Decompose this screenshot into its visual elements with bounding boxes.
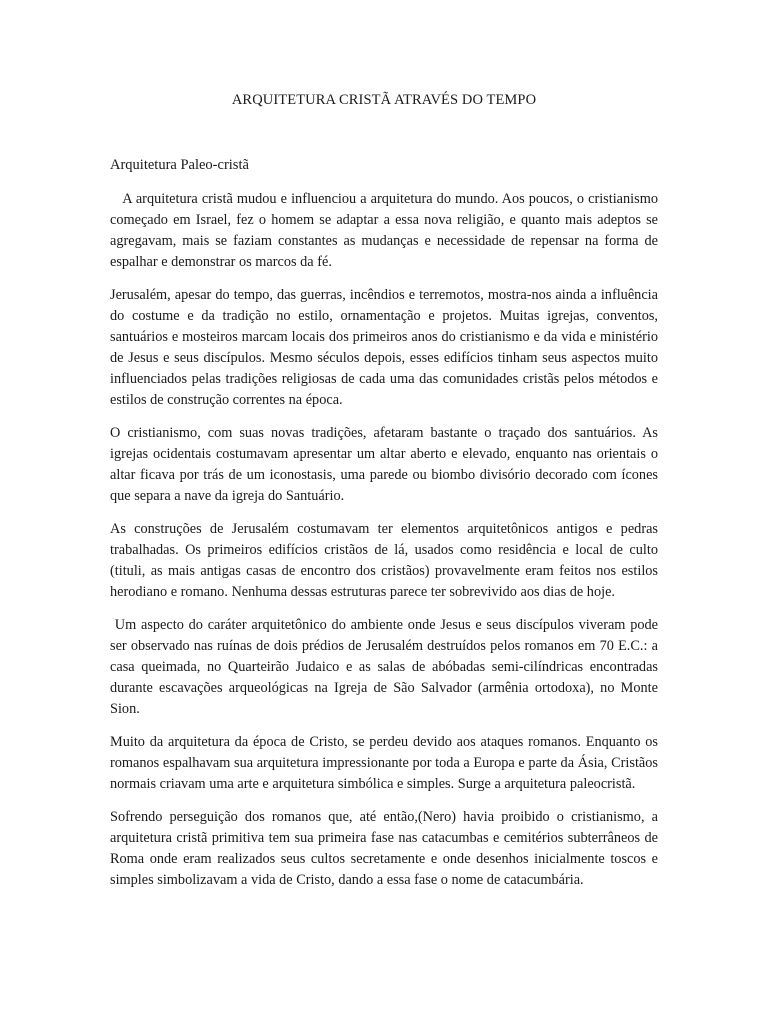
paragraph: Jerusalém, apesar do tempo, das guerras, incêndios e terremotos, mostra-nos ainda a influência do costume e da tradição no estilo, ornamentação e projetos. Muitas igrejas, conventos, santuários e mosteiros marcam locais dos primeiros anos do cristianismo e da vida e ministério de Jesus e seus discípulos. Mesmo séculos depois, esses edifícios tinham seus aspectos muito influenciados pelas tradições religiosas de cada uma das comunidades cristãs pelos métodos e estilos de construção correntes na época. xyxy=(110,287,658,408)
section-heading: Arquitetura Paleo-cristã xyxy=(110,157,249,173)
paragraph: A arquitetura cristã mudou e influenciou a arquitetura do mundo. Aos poucos, o cristianismo começado em Israel, fez o homem se adaptar a essa nova religião, e quanto mais adeptos se agregavam, mais se faziam constantes as mudanças e necessidade de repensar na forma de espalhar e demonstrar os marcos da fé. xyxy=(110,191,658,270)
paragraph: O cristianismo, com suas novas tradições, afetaram bastante o traçado dos santuários. As igrejas ocidentais costumavam apresentar um altar aberto e elevado, enquanto nas orientais o altar ficava por trás de um iconostasis, uma parede ou biombo divisório decorado com ícones que separa a nave da igreja do Santuário. xyxy=(110,425,658,504)
paragraph: Muito da arquitetura da época de Cristo, se perdeu devido aos ataques romanos. Enquanto os romanos espalhavam sua arquitetura impressionante por toda a Europa e parte da Ásia, Cristãos normais criavam uma arte e arquitetura simbólica e simples. Surge a arquitetura paleocristã. xyxy=(110,734,658,792)
document-title: ARQUITETURA CRISTÃ ATRAVÉS DO TEMPO xyxy=(231,92,537,108)
paragraph: As construções de Jerusalém costumavam ter elementos arquitetônicos antigos e pedras trabalhadas. Os primeiros edifícios cristãos de lá, usados como residência e local de culto (tituli, as mais antigas casas de encontro dos cristãos) provavelmente eram feitos nos estilos herodiano e romano. Nenhuma dessas estruturas parece ter sobrevivido aos dias de hoje. xyxy=(110,521,658,600)
document-body xyxy=(110,189,658,903)
paragraph: Sofrendo perseguição dos romanos que, até então,(Nero) havia proibido o cristianismo, a arquitetura cristã primitiva tem sua primeira fase nas catacumbas e cemitérios subterrâneos de Roma onde eram realizados seus cultos secretamente e onde desenhos inicialmente toscos e simples simbolizavam a vida de Cristo, dando a essa fase o nome de catacumbária. xyxy=(110,809,658,888)
paragraph: Um aspecto do caráter arquitetônico do ambiente onde Jesus e seus discípulos viveram pode ser observado nas ruínas de dois prédios de Jerusalém destruídos pelos romanos em 70 E.C.: a casa queimada, no Quarteirão Judaico e as salas de abóbadas semi-cilíndricas encontradas durante escavações arqueológicas na Igreja de São Salvador (armênia ortodoxa), no Monte Sion. xyxy=(110,617,658,717)
